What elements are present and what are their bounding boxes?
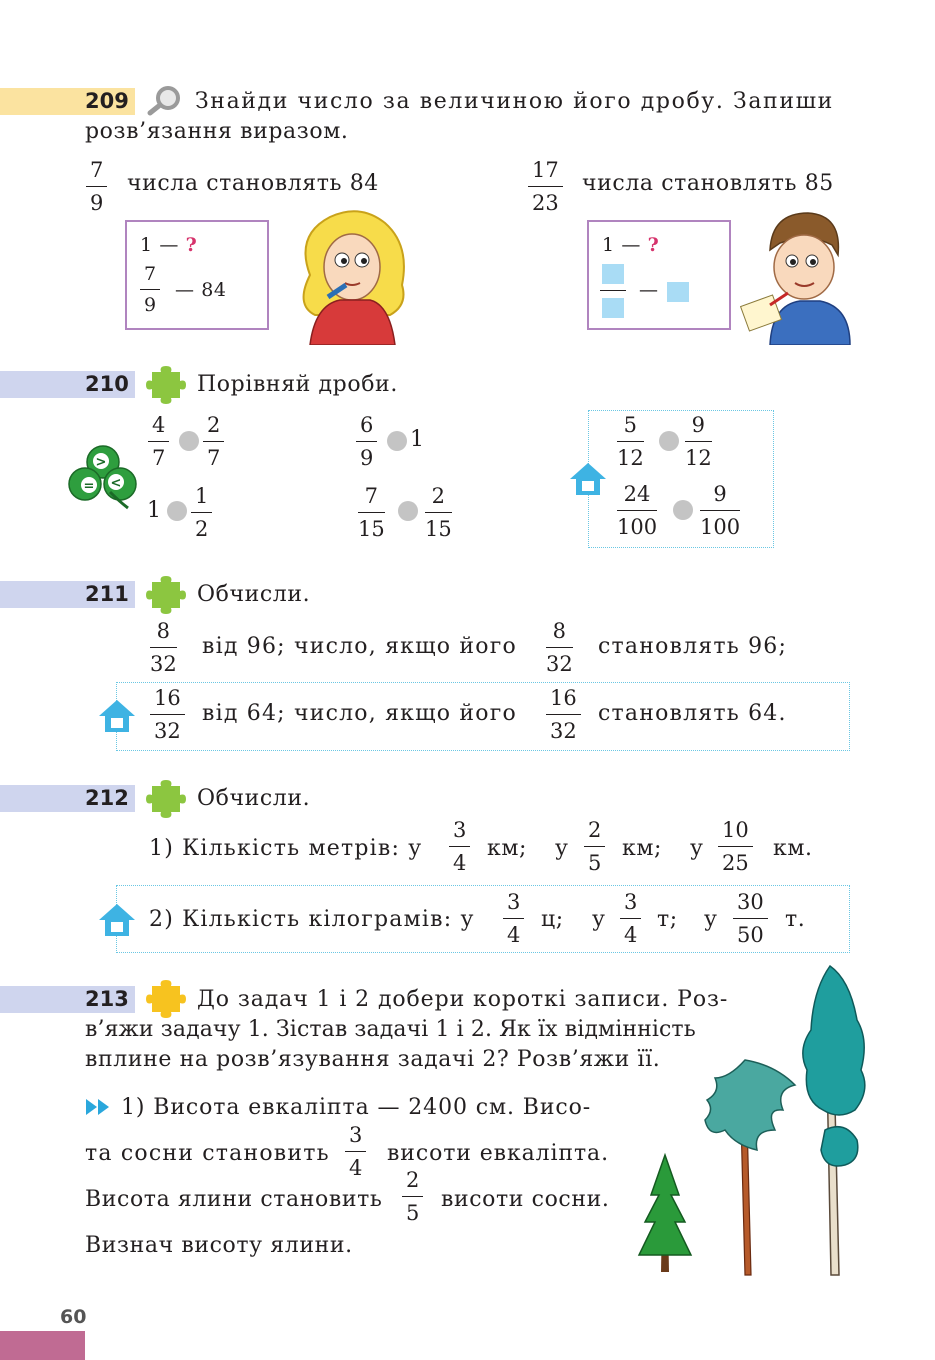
fraction: $\frac{8}{32}$	[150, 619, 177, 676]
empty-value-square	[667, 282, 689, 302]
fraction: $\frac{7}{9}$	[140, 265, 160, 315]
fraction: $\frac{16}{32}$	[546, 688, 581, 742]
house-icon	[568, 461, 608, 497]
task-line: від 96; число, якщо його	[202, 634, 517, 659]
task-line: від 64; число, якщо його	[202, 701, 517, 726]
task-text: Обчисли.	[197, 582, 311, 607]
page-number: 60	[60, 1306, 87, 1328]
puzzle-icon	[146, 574, 186, 614]
fraction: $\frac{8}{32}$	[546, 619, 573, 676]
house-icon	[97, 698, 137, 734]
puzzle-icon	[146, 778, 186, 818]
house-icon	[97, 902, 137, 938]
whole-number: 1	[147, 498, 162, 523]
word: у	[555, 836, 569, 861]
scheme-line: 1 — ?	[140, 234, 198, 256]
condition-text: числа становлять 84	[127, 171, 379, 196]
task-text: в’яжи задачу 1. Зістав задачі 1 і 2. Як їх відмінність	[85, 1017, 696, 1042]
task-text: Порівняй дроби.	[197, 372, 398, 397]
task-text: До задач 1 і 2 добери короткі записи. Роз-	[197, 987, 729, 1012]
clover-sign: =	[83, 479, 95, 494]
problem-text: висоти сосни.	[441, 1187, 610, 1212]
unit: км.	[773, 836, 813, 861]
scheme-line: 1 — ?	[602, 234, 660, 256]
fraction: $\frac{3}{4}$	[620, 892, 641, 946]
fraction: $\frac{3}{4}$	[449, 820, 470, 874]
word: у	[704, 907, 718, 932]
clover-sign: >	[95, 455, 107, 470]
compare-circle[interactable]	[167, 501, 187, 521]
empty-numerator-square	[602, 264, 624, 284]
trees-illustration	[625, 960, 870, 1280]
problem-text: Висота ялини становить	[85, 1187, 383, 1212]
compare-circle[interactable]	[387, 431, 407, 451]
compare-circle[interactable]	[179, 431, 199, 451]
boy-illustration	[740, 205, 855, 345]
problem-text: 1) Висота евкаліпта — 2400 см. Висо-	[121, 1095, 592, 1120]
magnifier-icon	[146, 84, 184, 116]
fraction: $\frac{10}{25}$	[718, 820, 753, 874]
answer-scheme-box	[125, 220, 269, 330]
task-line: 2) Кількість кілограмів: у	[149, 907, 475, 932]
empty-denominator-square	[602, 298, 624, 318]
fraction-line	[600, 290, 626, 291]
problem-text: Визнач висоту ялини.	[85, 1233, 353, 1258]
fraction: $\frac{7}{15}$	[358, 484, 385, 541]
girl-illustration	[290, 205, 415, 345]
word: у	[592, 907, 606, 932]
fraction: $\frac{17}{23}$	[528, 160, 563, 214]
whole-number: 1	[410, 427, 425, 452]
condition-text: числа становлять 85	[582, 171, 834, 196]
task-text: Знайди число за величиною його дробу. Запиши	[195, 89, 834, 114]
clover-icon	[68, 442, 138, 510]
fraction: $\frac{16}{32}$	[150, 688, 185, 742]
fraction: $\frac{2}{5}$	[584, 820, 605, 874]
task-line: 1) Кількість метрів: у	[149, 836, 423, 861]
scheme-line: — 84	[175, 279, 227, 301]
exercise-number: 212	[85, 786, 129, 810]
task-line: становлять 64.	[598, 701, 787, 726]
compare-circle[interactable]	[398, 501, 418, 521]
unit: ц;	[541, 907, 564, 932]
fraction: $\frac{5}{12}$	[617, 413, 644, 470]
exercise-number: 211	[85, 582, 129, 606]
task-text: вплине на розв’язування задачі 2? Розв’яжи її.	[85, 1047, 661, 1072]
fraction: $\frac{2}{5}$	[402, 1170, 423, 1224]
word: у	[690, 836, 704, 861]
fraction: $\frac{3}{4}$	[345, 1125, 366, 1179]
puzzle-icon	[146, 364, 186, 404]
homework-box	[588, 410, 774, 548]
unit: т.	[785, 907, 806, 932]
unit: т;	[657, 907, 678, 932]
fraction: $\frac{9}{100}$	[700, 482, 741, 539]
fraction: $\frac{2}{15}$	[425, 484, 452, 541]
problem-text: та сосни становить	[85, 1141, 330, 1166]
exercise-number: 213	[85, 987, 129, 1011]
fraction: $\frac{2}{7}$	[203, 415, 224, 469]
double-arrow-icon	[85, 1098, 111, 1116]
fraction: $\frac{9}{12}$	[685, 413, 712, 470]
compare-circle[interactable]	[659, 431, 679, 451]
fraction: $\frac{4}{7}$	[148, 415, 169, 469]
task-line: становлять 96;	[598, 634, 788, 659]
exercise-number: 209	[85, 89, 129, 113]
puzzle-icon	[146, 978, 186, 1018]
problem-text: висоти евкаліпта.	[387, 1141, 609, 1166]
fraction: $\frac{3}{4}$	[503, 892, 524, 946]
exercise-number: 210	[85, 372, 129, 396]
clover-sign: <	[110, 476, 122, 491]
unit: км;	[487, 836, 528, 861]
unit: км;	[622, 836, 663, 861]
fraction: $\frac{24}{100}$	[617, 482, 658, 539]
task-text: Обчисли.	[197, 786, 311, 811]
compare-circle[interactable]	[673, 500, 693, 520]
fraction: $\frac{7}{9}$	[86, 160, 107, 214]
fraction: $\frac{1}{2}$	[191, 486, 212, 540]
fraction: $\frac{30}{50}$	[733, 892, 768, 946]
task-text: розв’язання виразом.	[85, 119, 349, 144]
page-bottom-bar	[0, 1331, 85, 1360]
scheme-dash: —	[639, 279, 659, 301]
answer-scheme-box	[587, 220, 731, 330]
fraction: $\frac{6}{9}$	[356, 415, 377, 469]
